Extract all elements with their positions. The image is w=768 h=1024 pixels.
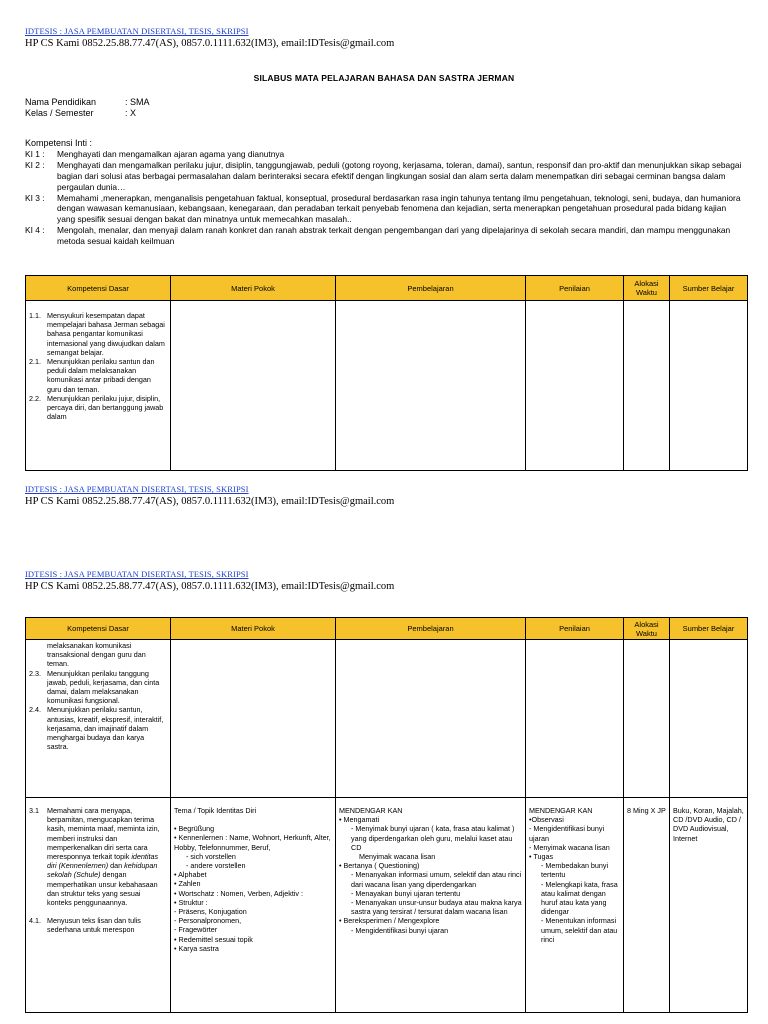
pembelajaran-cell [336,640,526,798]
kd-text-part: dan [110,861,123,871]
materi-line: - Präsens, Konjugation [174,907,247,917]
kd-text: Menunjukkan perilaku santun dan peduli dalam melaksanakan komunikasi antar pribadi dengan guru dan teman. [47,357,155,394]
penilaian-cell [526,640,624,798]
kd-item [29,705,167,751]
materi-line: • Begrüßung [174,824,215,834]
table-row [26,301,748,471]
materi-line: • Zahlen [174,879,201,889]
kd-text: Menunjukkan perilaku santun, antusias, kreatif, ekspresif, interaktif, kerjasama, dan imajinatif dalam menghargai budaya dan karya sastra. [47,705,164,752]
materi-line: • Wortschatz : Nomen, Verben, Adjektiv : [174,888,304,898]
kd-text: Menyusun teks lisan dan tulis sederhana untuk merespon [47,916,141,935]
materi-line: - Fragewörter [174,925,218,935]
pembelajaran-line: Menyimak wacana lisan [359,852,436,862]
kd-text: Mensyukuri kesempatan dapat mempelajari bahasa Jerman sebagai bahasa pengantar komunikasi internasional yang diwujudkan dalam semangat belajar. [47,311,165,357]
col-header-kd: Kompetensi Dasar [26,618,171,640]
ki-text: Menghayati dan mengamalkan ajaran agama yang dianutnya [57,148,285,159]
kd-num: 4.1. [29,916,41,926]
ki-num: KI 2 : [25,159,45,170]
sumber-value: Buku, Koran, Majalah, CD /DVD Audio, CD / DVD Audiovisual, Internet [673,806,744,843]
penilaian-line: - Mengidentifikasi bunyi ujaran [529,824,605,843]
col-header-pembelajaran: Pembelajaran [336,276,526,301]
kd-item [29,394,167,422]
ki-text: Mengolah, menalar, dan menyaji dalam ranah konkret dan ranah abstrak terkait dengan pengembangan dari yang dipelajarinya di sekolah secara mandiri, dan mampu menggunakan metoda sesuai kaidah keilmuan [57,225,731,247]
pembelajaran-line: - Menyimak bunyi ujaran ( kata, frasa atau kalimat ) yang diperdengarkan oleh guru, melalui kaset atau CD [351,824,515,852]
kompetensi-inti [25,138,745,247]
ki-text: Menghayati dan mengamalkan perilaku jujur, disiplin, tanggungjawab, peduli (gotong royong, kerjasama, toleran, damai), santun, responsif dan pro-aktif dan menunjukkan sikap sebagai bagian dari solusi atas berbagai permasalahan dalam berinteraksi secara efektif dengan lingkungan sosial dan alam serta dalam menempatkan diri sebagai cerminan bangsa dalam pergaulan dunia… [57,159,742,192]
alokasi-cell [624,798,670,1013]
sumber-cell [670,301,748,471]
pembelajaran-line: • Mengamati [339,815,380,825]
col-header-materi: Materi Pokok [171,618,336,640]
penilaian-line: - Menentukan informasi umum, selektif dan atau rinci [541,916,618,944]
kd-num: 2.2. [29,393,41,403]
kd-num: 3.1 [29,806,39,815]
table-row [26,798,748,1013]
materi-line: • Struktur : [174,897,208,907]
kd-cell [26,798,171,1013]
kd-text-part: Memahami cara menyapa, berpamitan, mengucapkan terima kasih, meminta maaf, meminta izin, memberi instruksi dan memperkenalkan diri serta cara meresponnya terkait topik [47,806,160,862]
ki-num: KI 4 : [25,225,45,236]
col-header-materi: Materi Pokok [171,276,336,301]
pembelajaran-line: • Bertanya ( Questioning) [339,861,420,871]
header-contact: HP CS Kami 0852.25.88.77.47(AS), 0857.0.1111.632(IM3), email:IDTesis@gmail.com [25,38,395,49]
kd-item [29,311,167,357]
kd-text: Menunjukkan perilaku tanggung jawab, peduli, kerjasama, dan cinta damai, dalam melaksanakan komunikasi fungsional. [47,668,160,706]
kd-num: 2.3. [29,668,41,678]
alokasi-cell [624,640,670,798]
kd-item [29,357,167,394]
syllabus-table-page2 [25,617,748,1013]
kd-continued: melaksanakan komunikasi transaksional dengan guru dan teman. [47,641,146,669]
ki-item [25,225,745,247]
penilaian-line: MENDENGAR KAN [529,806,593,815]
syllabus-table-page1 [25,275,748,471]
kd-text-italic: kehidupan sekolah (Schule) [47,861,158,880]
col-header-penilaian: Penilaian [526,276,624,301]
materi-cell [171,301,336,471]
kd-num: 2.4. [29,705,41,715]
col-header-alokasi: Alokasi Waktu [624,276,670,301]
materi-line: • Redemittel sesuai topik [174,934,253,944]
sumber-cell [670,640,748,798]
materi-line: - sich vorstellen [186,851,236,861]
materi-line: • Alphabet [174,870,207,880]
sumber-cell [670,798,748,1013]
page2-header-link[interactable]: IDTESIS : JASA PEMBUATAN DISERTASI, TESIS, SKRIPSI [25,569,249,579]
ki-num: KI 1 : [25,148,45,159]
col-header-kd: Kompetensi Dasar [26,276,171,301]
kd-item [29,916,167,934]
col-header-sumber: Sumber Belajar [670,618,748,640]
pembelajaran-line: - Menanyakan unsur-unsur budaya atau makna karya sastra yang tersirat / tersurat dalam wacana lisan [351,898,522,917]
kd-item [29,669,167,706]
pembelajaran-line: - Menayakan bunyi ujaran tertentu [351,888,461,898]
meta-block [25,97,150,119]
ki-item [25,193,745,226]
kd-num: 1.1. [29,311,41,320]
school-value: : SMA [125,97,150,107]
alokasi-cell [624,301,670,471]
class-label: Kelas / Semester [25,108,94,118]
col-header-alokasi: Alokasi Waktu [624,618,670,640]
kd-cell [26,301,171,471]
kd-num: 2.1. [29,357,41,367]
ki-item [25,160,745,193]
footer-contact: HP CS Kami 0852.25.88.77.47(AS), 0857.0.1111.632(IM3), email:IDTesis@gmail.com [25,496,395,507]
materi-line: • Kennenlernen : Name, Wohnort, Herkunft, Alter, Hobby, Telefonnummer, Beruf, [174,833,331,852]
ki-num: KI 3 : [25,192,45,203]
page-header [25,25,394,50]
penilaian-line: - Melengkapi kata, frasa atau kalimat dengan huruf atau kata yang didengar [541,879,618,917]
materi-line: • Karya sastra [174,943,219,953]
page-title: SILABUS MATA PELAJARAN BAHASA DAN SASTRA JERMAN [253,73,515,83]
kd-text: Menunjukkan perilaku jujur, disiplin, percaya diri, dan bertanggung jawab dalam [47,393,164,422]
materi-line: Tema / Topik Identitas Diri [174,806,257,815]
pembelajaran-line: MENDENGAR KAN [339,806,403,815]
ki-text: Memahami ,menerapkan, menganalisis pengetahuan faktual, konseptual, prosedural berdasarkan rasa ingin tahunya tentang ilmu pengetahuan, teknologi, seni, budaya, dan humaniora dengan wawasan kemanusiaan, kebangsaan, kenegaraan, dan peradaban terkait penyebab fenomena dan kejadian, serta menerapkan pengetahuan prosedural pada bidang kajian yang spesifik sesuai dengan bakat dan minatnya untuk memecahkan masalah.. [57,192,741,225]
penilaian-cell [526,301,624,471]
page2-header [25,568,394,593]
page-footer [25,483,394,508]
col-header-pembelajaran: Pembelajaran [336,618,526,640]
pembelajaran-cell [336,301,526,471]
page2-header-contact: HP CS Kami 0852.25.88.77.47(AS), 0857.0.1111.632(IM3), email:IDTesis@gmail.com [25,581,395,592]
ki-item [25,149,745,160]
table-row [26,640,748,798]
kd-text-italic: identitas diri (Kennenlernen) [47,852,159,871]
ki-heading: Kompetensi Inti : [25,138,93,148]
pembelajaran-line: - Mengidentifikasi bunyi ujaran [351,925,449,935]
materi-cell [171,798,336,1013]
school-label: Nama Pendidikan [25,97,97,107]
col-header-penilaian: Penilaian [526,618,624,640]
kd-text [47,806,167,907]
kd-text-part: dengan memperhatikan unsur kebahasaan dan struktur teks yang sesuai konteks penggunaannya. [47,870,158,908]
penilaian-line: •Observasi [529,815,564,825]
header-link[interactable]: IDTESIS : JASA PEMBUATAN DISERTASI, TESIS, SKRIPSI [25,26,249,36]
pembelajaran-line: - Menanyakan informasi umum, selektif dan atau rinci dari wacana lisan yang diperdengarkan [351,870,522,889]
class-value: : X [125,108,137,118]
kd-item [29,806,167,907]
penilaian-line: - Membedakan bunyi tertentu [541,861,609,880]
kd-cell [26,640,171,798]
penilaian-line: • Tugas [529,852,554,862]
materi-line: - Personalpronomen, [174,916,242,926]
pembelajaran-cell [336,798,526,1013]
pembelajaran-line: • Bereksperimen / Mengexplore [339,916,440,926]
penilaian-cell [526,798,624,1013]
col-header-sumber: Sumber Belajar [670,276,748,301]
materi-cell [171,640,336,798]
penilaian-line: - Menyimak wacana lisan [529,842,610,852]
alokasi-value: 8 Ming X JP [627,806,666,815]
materi-line: - andere vorstellen [186,861,246,871]
footer-link[interactable]: IDTESIS : JASA PEMBUATAN DISERTASI, TESIS, SKRIPSI [25,484,249,494]
